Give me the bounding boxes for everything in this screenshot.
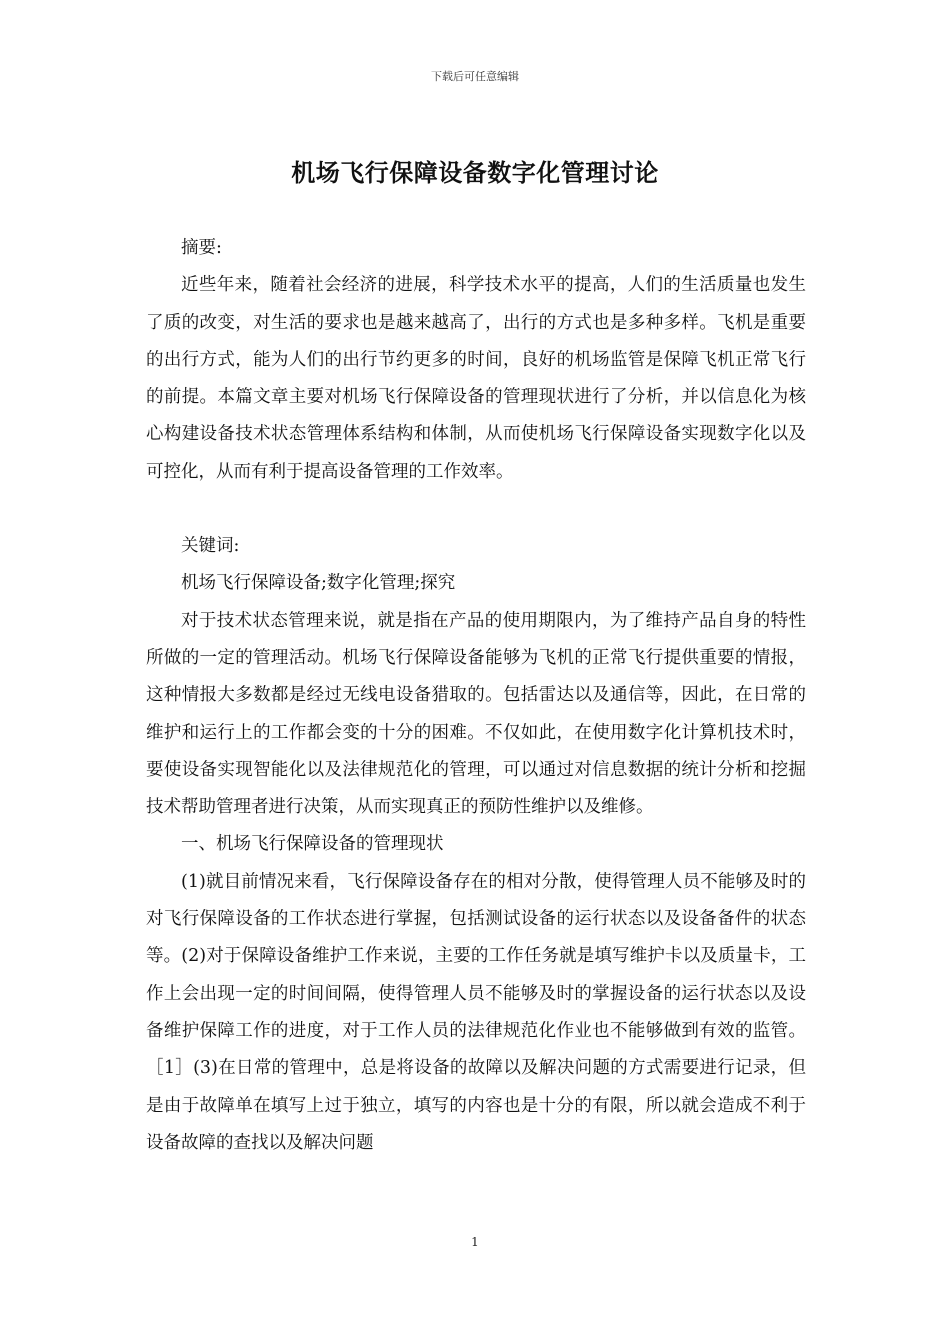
keywords-text: 机场飞行保障设备;数字化管理;探究 [181, 573, 456, 594]
section1-heading: 一、机场飞行保障设备的管理现状 [181, 834, 444, 855]
intro-paragraph: 对于技术状态管理来说，就是指在产品的使用期限内，为了维持产品自身的特性所做的一定的管理活动。机场飞行保障设备能够为飞机的正常飞行提供重要的情报，这种情报大多数都是经过无线电设备猎取的。包括雷达以及通信等，因此，在日常的维护和运行上的工作都会变的十分的困难。不仅如此，在使用数字化计算机技术时，要使设备实现智能化以及法律规范化的管理，可以通过对信息数据的统计分析和挖掘技术帮助管理者进行决策，从而实现真正的预防性维护以及维修。 [146, 610, 806, 818]
document-body [146, 230, 806, 1162]
section1-paragraph: (1)就目前情况来看，飞行保障设备存在的相对分散，使得管理人员不能够及时的对飞行保障设备的工作状态进行掌握，包括测试设备的运行状态以及设备备件的状态等。(2)对于保障设备维护工作来说，主要的工作任务就是填写维护卡以及质量卡，工作上会出现一定的时间间隔，使得管理人员不能够及时的掌握设备的运行状态以及设备维护保障工作的进度，对于工作人员的法律规范化作业也不能够做到有效的监管。［1］(3)在日常的管理中，总是将设备的故障以及解决问题的方式需要进行记录，但是由于故障单在填写上过于独立，填写的内容也是十分的有限，所以就会造成不利于设备故障的查找以及解决问题 [146, 871, 806, 1153]
document-title: 机场飞行保障设备数字化管理讨论 [291, 158, 659, 187]
keywords-label: 关键词: [181, 536, 240, 557]
header-note: 下载后可任意编辑 [431, 70, 519, 83]
paragraph-gap [146, 491, 806, 528]
abstract-paragraph: 近些年来，随着社会经济的进展，科学技术水平的提高，人们的生活质量也发生了质的改变，对生活的要求也是越来越高了，出行的方式也是多种多样。飞机是重要的出行方式，能为人们的出行节约更多的时间，良好的机场监管是保障飞机正常飞行的前提。本篇文章主要对机场飞行保障设备的管理现状进行了分析，并以信息化为核心构建设备技术状态管理体系结构和体制，从而使机场飞行保障设备实现数字化以及可控化，从而有利于提高设备管理的工作效率。 [146, 275, 806, 482]
abstract-label: 摘要: [181, 238, 222, 258]
page-number: 1 [471, 1235, 479, 1249]
